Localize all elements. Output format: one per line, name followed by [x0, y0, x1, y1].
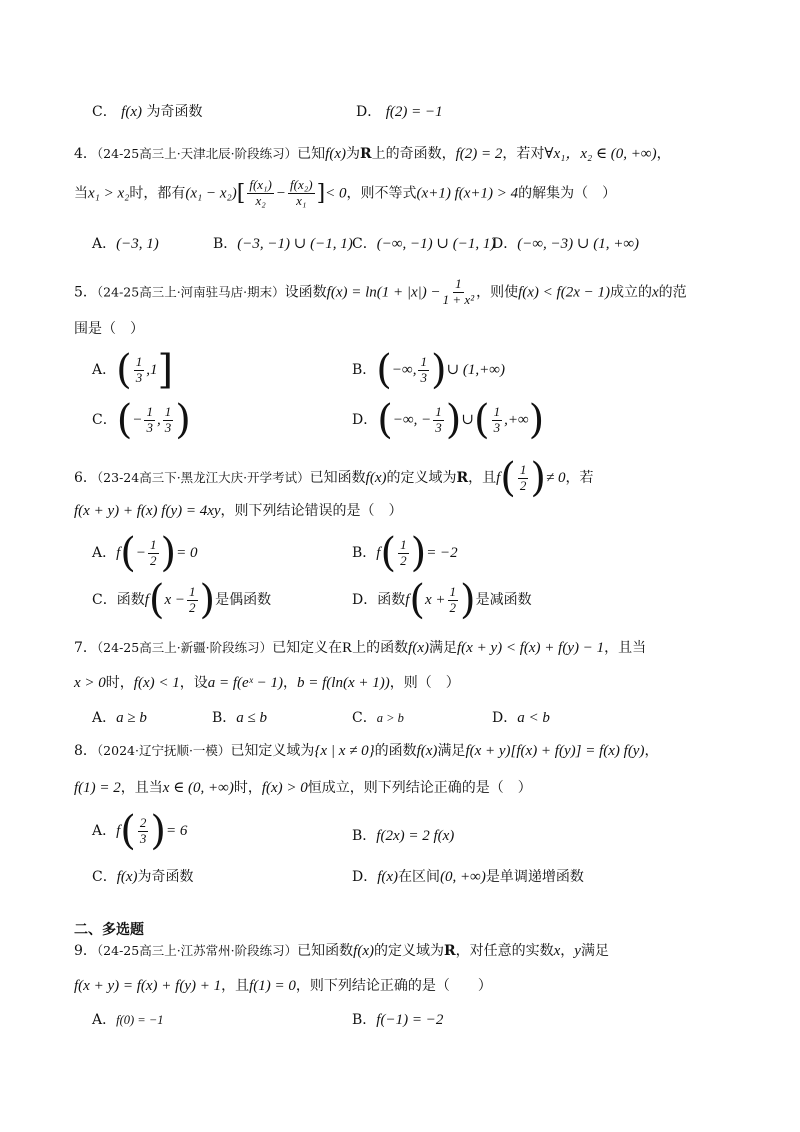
option-d[interactable]: D．a < b	[492, 710, 550, 726]
option-c[interactable]: C．(− $\frac{1}{3}$ , $\frac{1}{3}$ )	[92, 397, 191, 443]
option-a[interactable]: A．( $\frac{1}{3}$ ,1]	[92, 347, 174, 393]
option-c[interactable]: C．a > b	[352, 710, 404, 726]
option-b[interactable]: B．(−3, −1) ∪ (−1, 1)	[213, 236, 353, 252]
option-b[interactable]: B．(−∞, $\frac{1}{3}$ )∪ (1,+∞)	[352, 347, 505, 393]
option-a[interactable]: A．(−3, 1)	[92, 236, 159, 252]
fraction: $\frac{\text{f(x₁)}}{\text{x₂}}$	[249, 177, 272, 208]
option-b[interactable]: B．f(2x) = 2 f(x)	[352, 828, 455, 844]
option-c[interactable]: C．f(x)为奇函数	[92, 869, 194, 885]
option-d[interactable]: D． f(2) = −1	[356, 104, 443, 120]
fraction: $\frac{1}{\text{1 + x²}}$	[442, 276, 475, 307]
question-5-line-2: 围是（ ）	[74, 321, 144, 337]
option-a[interactable]: A．f(− $\frac{1}{2}$ )= 0	[92, 530, 198, 576]
option-c[interactable]: C．(−∞, −1) ∪ (−1, 1)	[352, 236, 496, 252]
option-d[interactable]: D．(−∞, − $\frac{1}{3}$ )∪( $\frac{1}{3}$ ,+∞)	[352, 397, 545, 443]
option-b[interactable]: B．f(−1) = −2	[352, 1012, 444, 1028]
question-7-line-2: x > 0时，f(x) < 1，设a = f(eˣ − 1)，b = f(ln(x + 1))，则（ ）	[74, 675, 460, 691]
question-8-line-2: f(1) = 2，且当x ∈ (0, +∞)时，f(x) > 0恒成立，则下列结论正确的是（ ）	[74, 780, 532, 796]
option-a[interactable]: A．a ≥ b	[92, 710, 147, 726]
question-6-line-2: f(x + y) + f(x) f(y) = 4xy，则下列结论错误的是（ ）	[74, 503, 403, 519]
question-7-line-1: 7．（24-25高三上·新疆·阶段练习）已知定义在R上的函数f(x)满足f(x + y) < f(x) + f(y) − 1，且当	[74, 640, 647, 656]
fraction: $\frac{\text{f(x₂)}}{\text{x₁}}$	[290, 177, 313, 208]
question-6-line-1: 6．（23-24高三下·黑龙江大庆·开学考试）已知函数f(x)的定义域为R，且f( $\frac{1}{2}$ )≠ 0，若	[74, 455, 594, 501]
right-bracket: ]	[316, 180, 326, 206]
section-heading: 二、多选题	[74, 922, 144, 938]
option-d[interactable]: D．函数f(x + $\frac{1}{2}$ )是减函数	[352, 577, 532, 623]
question-4-line-1: 4．（24-25高三上·天津北辰·阶段练习）已知f(x)为R上的奇函数，f(2) = 2，若对∀x₁，x₂ ∈ (0, +∞)，	[74, 146, 671, 162]
question-9-line-1: 9．（24-25高三上·江苏常州·阶段练习）已知函数f(x)的定义域为R，对任意的实数x，y满足	[74, 943, 609, 959]
option-a[interactable]: A．f(0) = −1	[92, 1012, 164, 1028]
left-bracket: [	[236, 180, 246, 206]
option-d[interactable]: D．f(x)在区间(0, +∞)是单调递增函数	[352, 869, 584, 885]
option-c[interactable]: C． f(x) 为奇函数	[92, 104, 203, 120]
question-4-line-2: 当x₁ > x₂时，都有(x₁ − x₂)[ $\frac{\text{f(x₁)}}{\text{x₂}}$ − $\frac{\text{f(x₂)}}{\text{x₁}}$ ]< 0，则不等式(x+1) f(x+1) > 4的解集为（ ）	[74, 177, 617, 208]
question-9-line-2: f(x + y) = f(x) + f(y) + 1，且f(1) = 0，则下列结论正确的是（ ）	[74, 978, 492, 994]
option-b[interactable]: B．a ≤ b	[212, 710, 268, 726]
option-a[interactable]: A．f( $\frac{2}{3}$ )= 6	[92, 808, 188, 854]
option-c[interactable]: C．函数f(x − $\frac{1}{2}$ )是偶函数	[92, 577, 272, 623]
option-d[interactable]: D．(−∞, −3) ∪ (1, +∞)	[492, 236, 640, 252]
question-5-line-1: 5．（24-25高三上·河南驻马店·期末）设函数f(x) = ln(1 + |x|) − $\frac{1}{\text{1 + x²}}$ ，则使f(x) < f(2x − 1)成立的x的范	[74, 276, 687, 307]
option-b[interactable]: B．f( $\frac{1}{2}$ )= −2	[352, 530, 458, 576]
question-8-line-1: 8．（2024·辽宁抚顺·一模）已知定义域为{x | x ≠ 0}的函数f(x)满足f(x + y)[f(x) + f(y)] = f(x) f(y)，	[74, 743, 659, 759]
